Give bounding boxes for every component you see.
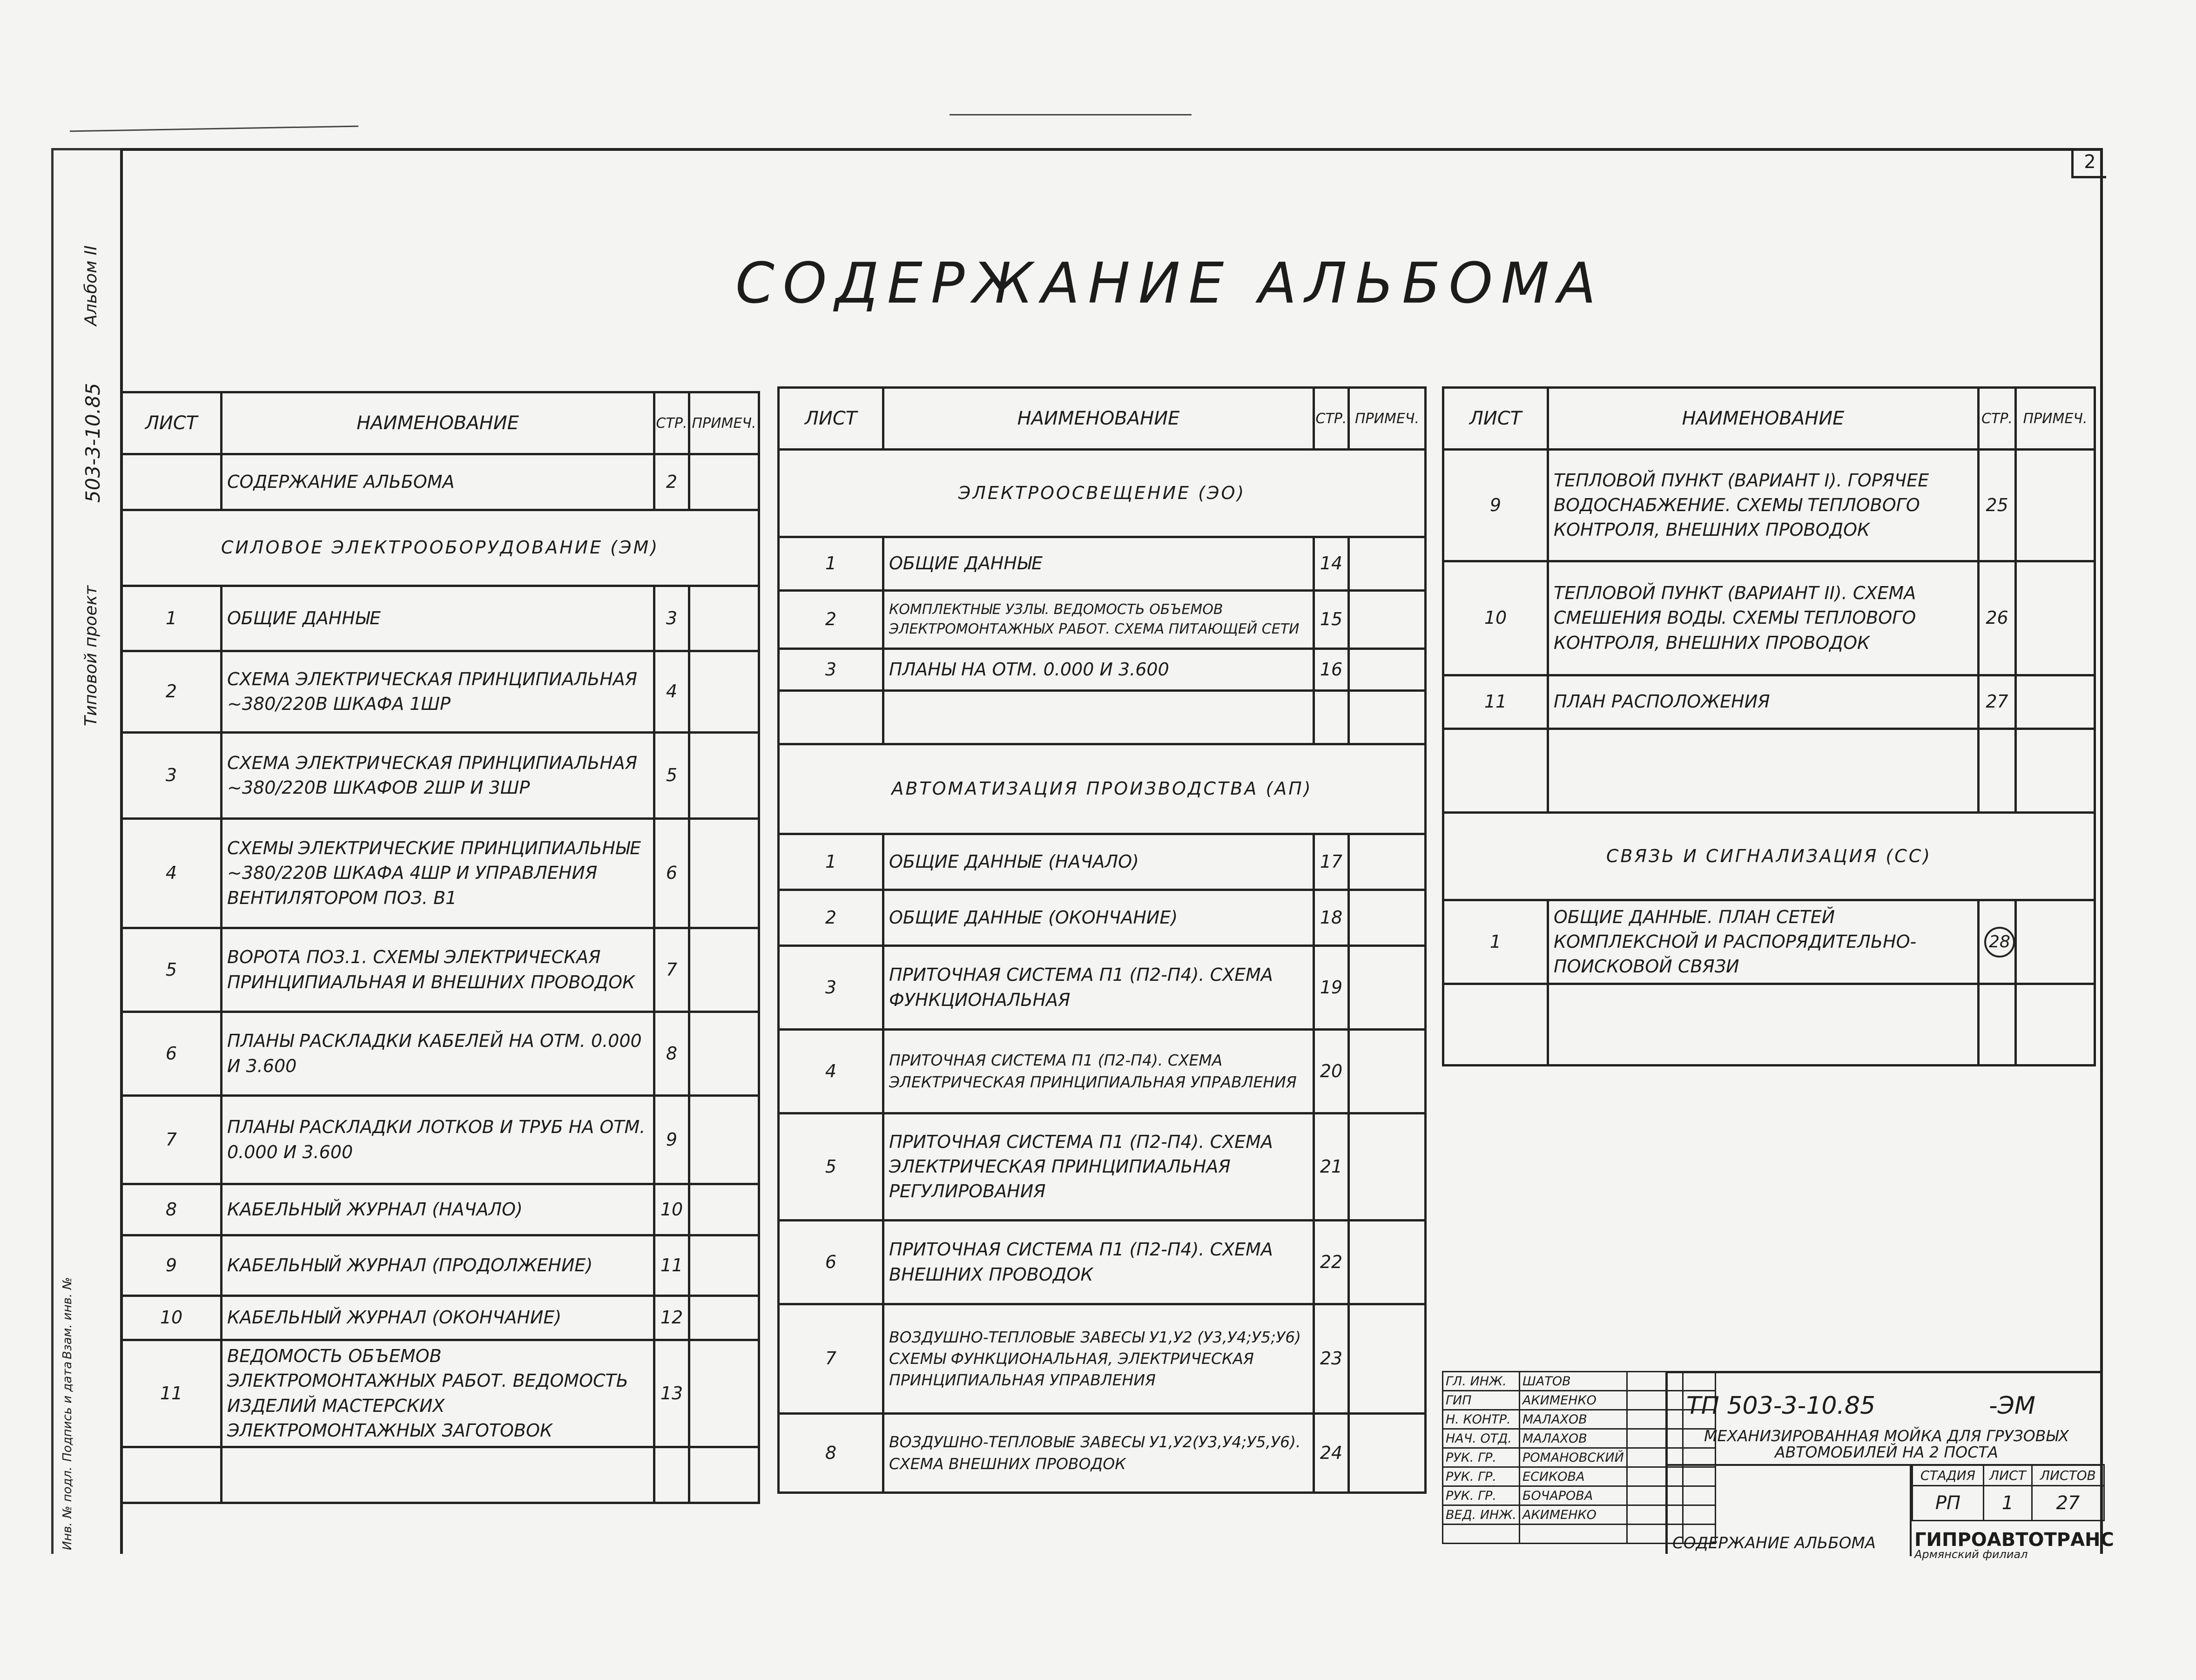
row-page: 27 (1979, 675, 2016, 729)
circled-page: 28 (1984, 927, 2015, 958)
table-row-empty (121, 1447, 759, 1503)
row-sheet: 3 (121, 733, 222, 819)
table-row (1443, 675, 2095, 729)
row-sheet: 7 (121, 1096, 222, 1184)
sheet-number: 2 (2071, 148, 2106, 178)
row-page: 26 (1979, 561, 2016, 675)
row-name: СОДЕРЖАНИЕ АЛЬБОМА (222, 454, 654, 510)
table-row (779, 537, 1426, 591)
table-row (121, 1096, 759, 1184)
header-name: НАИМЕНОВАНИЕ (883, 388, 1314, 450)
row-page: 8 (654, 1012, 689, 1096)
table-row (779, 890, 1426, 946)
row-sheet: 6 (779, 1221, 883, 1304)
row-sheet: 1 (779, 537, 883, 591)
page-title: СОДЕРЖАНИЕ АЛЬБОМА (735, 251, 1604, 316)
row-sheet: 2 (121, 651, 222, 733)
side-project-label: Типовой проект (81, 585, 101, 726)
row-sheet: 1 (779, 834, 883, 890)
organization-branch: Армянский филиал (1914, 1548, 2028, 1561)
table-row (779, 1221, 1426, 1304)
person-name: ЕСИКОВА (1520, 1467, 1627, 1486)
row-page: 9 (654, 1096, 689, 1184)
row-page: 7 (654, 928, 689, 1012)
table-row-empty (779, 691, 1426, 744)
side-album-label: Альбом II (81, 245, 101, 326)
row-name: ПЛАНЫ РАСКЛАДКИ ЛОТКОВ И ТРУБ НА ОТМ. 0.000 И 3.600 (222, 1096, 654, 1184)
row-page: 6 (654, 819, 689, 928)
row-page: 3 (654, 586, 689, 651)
row-sheet: 10 (121, 1296, 222, 1340)
row-page: 16 (1314, 649, 1349, 691)
row-name: КОМПЛЕКТНЫЕ УЗЛЫ. ВЕДОМОСТЬ ОБЪЕМОВ ЭЛЕКТРОМОНТАЖНЫХ РАБОТ. СХЕМА ПИТАЮЩЕЙ СЕТИ (883, 591, 1314, 649)
section-title: СВЯЗЬ И СИГНАЛИЗАЦИЯ (СС) (1443, 813, 2095, 900)
table-row (779, 1304, 1426, 1414)
row-name: ВЕДОМОСТЬ ОБЪЕМОВ ЭЛЕКТРОМОНТАЖНЫХ РАБОТ. ВЕДОМОСТЬ ИЗДЕЛИЙ МАСТЕРСКИХ ЭЛЕКТРОМОНТАЖНЫХ ЗАГОТОВОК (222, 1340, 654, 1447)
row-name: ОБЩИЕ ДАННЫЕ. ПЛАН СЕТЕЙ КОМПЛЕКСНОЙ И РАСПОРЯДИТЕЛЬНО-ПОИСКОВОЙ СВЯЗИ (1548, 900, 1979, 984)
row-sheet: 2 (779, 591, 883, 649)
row-name: КАБЕЛЬНЫЙ ЖУРНАЛ (ОКОНЧАНИЕ) (222, 1296, 654, 1340)
table-header (779, 388, 1426, 450)
person-name: АКИМЕНКО (1520, 1391, 1627, 1410)
row-sheet: 9 (121, 1235, 222, 1296)
row-name: СХЕМА ЭЛЕКТРИЧЕСКАЯ ПРИНЦИПИАЛЬНАЯ ~380/220В ШКАФОВ 2ШР И 3ШР (222, 733, 654, 819)
row-name: КАБЕЛЬНЫЙ ЖУРНАЛ (НАЧАЛО) (222, 1184, 654, 1235)
header-sheet: ЛИСТ (121, 392, 222, 454)
row-sheet: 8 (121, 1184, 222, 1235)
row-name: ВОРОТА ПОЗ.1. СХЕМЫ ЭЛЕКТРИЧЕСКАЯ ПРИНЦИПИАЛЬНАЯ И ВНЕШНИХ ПРОВОДОК (222, 928, 654, 1012)
table-row (121, 651, 759, 733)
section-title: ЭЛЕКТРООСВЕЩЕНИЕ (ЭО) (779, 450, 1426, 537)
row-page: 15 (1314, 591, 1349, 649)
row-page: 23 (1314, 1304, 1349, 1414)
contents-table-3 (1442, 386, 2096, 1066)
table-row (121, 586, 759, 651)
organization-name: ГИПРОАВТОТРАНС (1914, 1529, 2114, 1551)
row-sheet: 3 (779, 649, 883, 691)
title-block (1442, 1371, 2114, 1561)
header-name: НАИМЕНОВАНИЕ (1548, 388, 1979, 450)
row-page: 19 (1314, 946, 1349, 1030)
header-page: СТР. (654, 392, 689, 454)
row-sheet: 11 (121, 1340, 222, 1447)
row-page: 5 (654, 733, 689, 819)
row-sheet: 1 (121, 586, 222, 651)
project-description: МЕХАНИЗИРОВАННАЯ МОЙКА ДЛЯ ГРУЗОВЫХ АВТОМОБИЛЕЙ НА 2 ПОСТА (1704, 1427, 2069, 1461)
row-sheet: 4 (121, 819, 222, 928)
row-name: ТЕПЛОВОЙ ПУНКТ (ВАРИАНТ II). СХЕМА СМЕШЕНИЯ ВОДЫ. СХЕМЫ ТЕПЛОВОГО КОНТРОЛЯ, ВНЕШНИХ ПРОВОДОК (1548, 561, 1979, 675)
row-name: ОБЩИЕ ДАННЫЕ (НАЧАЛО) (883, 834, 1314, 890)
row-name: ОБЩИЕ ДАННЫЕ (ОКОНЧАНИЕ) (883, 890, 1314, 946)
inv-label: Инв. № подл. (61, 1466, 74, 1550)
row-sheet: 4 (779, 1030, 883, 1113)
table-row (779, 1113, 1426, 1221)
title-block-main (1665, 1371, 2114, 1561)
header-sheet: ЛИСТ (1443, 388, 1548, 450)
row-page: 2 (654, 454, 689, 510)
row-name: ПЛАНЫ НА ОТМ. 0.000 И 3.600 (883, 649, 1314, 691)
row-name: ВОЗДУШНО-ТЕПЛОВЫЕ ЗАВЕСЫ У1,У2 (У3,У4;У5;У6) СХЕМЫ ФУНКЦИОНАЛЬНАЯ, ЭЛЕКТРИЧЕСКАЯ ПРИНЦИПИАЛЬНАЯ УПРАВЛЕНИЯ (883, 1304, 1314, 1414)
header-page: СТР. (1314, 388, 1349, 450)
row-page: 25 (1979, 450, 2016, 561)
row-sheet: 5 (121, 928, 222, 1012)
section-row (779, 450, 1426, 537)
row-page: 12 (654, 1296, 689, 1340)
row-page: 17 (1314, 834, 1349, 890)
role: ВЕД. ИНЖ. (1443, 1505, 1520, 1525)
row-name: ПРИТОЧНАЯ СИСТЕМА П1 (П2-П4). СХЕМА ФУНКЦИОНАЛЬНАЯ (883, 946, 1314, 1030)
section-row (121, 510, 759, 586)
side-stamp (54, 205, 114, 763)
table-row (779, 946, 1426, 1030)
row-name: ОБЩИЕ ДАННЫЕ (883, 537, 1314, 591)
table-row (1443, 900, 2095, 984)
section-code: -ЭМ (1989, 1392, 2035, 1420)
row-sheet: 10 (1443, 561, 1548, 675)
table-row (121, 1235, 759, 1296)
row-name: СХЕМА ЭЛЕКТРИЧЕСКАЯ ПРИНЦИПИАЛЬНАЯ ~380/220В ШКАФА 1ШР (222, 651, 654, 733)
table-row (779, 1414, 1426, 1493)
role: РУК. ГР. (1443, 1486, 1520, 1505)
row-name: ПРИТОЧНАЯ СИСТЕМА П1 (П2-П4). СХЕМА ВНЕШНИХ ПРОВОДОК (883, 1221, 1314, 1304)
header-note: ПРИМЕЧ. (1349, 388, 1426, 450)
header-sheet: ЛИСТ (779, 388, 883, 450)
bottom-left-stamp (51, 1257, 120, 1555)
row-name: КАБЕЛЬНЫЙ ЖУРНАЛ (ПРОДОЛЖЕНИЕ) (222, 1235, 654, 1296)
role: РУК. ГР. (1443, 1467, 1520, 1486)
section-row (1443, 813, 2095, 900)
sheets-label: ЛИСТОВ (2032, 1465, 2104, 1486)
table-row (121, 733, 759, 819)
row-name: ПРИТОЧНАЯ СИСТЕМА П1 (П2-П4). СХЕМА ЭЛЕКТРИЧЕСКАЯ ПРИНЦИПИАЛЬНАЯ РЕГУЛИРОВАНИЯ (883, 1113, 1314, 1221)
table-row (121, 454, 759, 510)
person-name: МАЛАХОВ (1520, 1429, 1627, 1448)
header-note: ПРИМЕЧ. (689, 392, 759, 454)
row-sheet: 9 (1443, 450, 1548, 561)
row-page: 20 (1314, 1030, 1349, 1113)
row-page: 14 (1314, 537, 1349, 591)
person-name: БОЧАРОВА (1520, 1486, 1627, 1505)
row-page: 13 (654, 1340, 689, 1447)
table-row (121, 1012, 759, 1096)
row-name: ПРИТОЧНАЯ СИСТЕМА П1 (П2-П4). СХЕМА ЭЛЕКТРИЧЕСКАЯ ПРИНЦИПИАЛЬНАЯ УПРАВЛЕНИЯ (883, 1030, 1314, 1113)
section-title: СИЛОВОЕ ЭЛЕКТРООБОРУДОВАНИЕ (ЭМ) (121, 510, 759, 586)
row-name: ТЕПЛОВОЙ ПУНКТ (ВАРИАНТ I). ГОРЯЧЕЕ ВОДОСНАБЖЕНИЕ. СХЕМЫ ТЕПЛОВОГО КОНТРОЛЯ, ВНЕШНИХ ПРОВОДОК (1548, 450, 1979, 561)
table-row (1443, 450, 2095, 561)
row-name: ПЛАН РАСПОЛОЖЕНИЯ (1548, 675, 1979, 729)
project-code: ТП 503-3-10.85 (1686, 1392, 1876, 1420)
role: ГЛ. ИНЖ. (1443, 1372, 1520, 1391)
row-name: ОБЩИЕ ДАННЫЕ (222, 586, 654, 651)
scan-line-top-left (70, 126, 358, 132)
person-name: РОМАНОВСКИЙ (1520, 1448, 1627, 1467)
sheets-value: 27 (2032, 1486, 2104, 1521)
row-sheet: 5 (779, 1113, 883, 1221)
section-title: АВТОМАТИЗАЦИЯ ПРОИЗВОДСТВА (АП) (779, 744, 1426, 834)
person-name: АКИМЕНКО (1520, 1505, 1627, 1525)
section-row (779, 744, 1426, 834)
person-name: МАЛАХОВ (1520, 1410, 1627, 1429)
table-row (121, 928, 759, 1012)
row-page: 18 (1314, 890, 1349, 946)
table-row (779, 649, 1426, 691)
table-row-empty (1443, 729, 2095, 813)
table-row (779, 1030, 1426, 1113)
row-page: 24 (1314, 1414, 1349, 1493)
role: НАЧ. ОТД. (1443, 1429, 1520, 1448)
table-header (1443, 388, 2095, 450)
document-title: СОДЕРЖАНИЕ АЛЬБОМА (1672, 1534, 1876, 1552)
scan-line-top-mid (950, 114, 1192, 115)
header-note: ПРИМЕЧ. (2016, 388, 2095, 450)
row-sheet: 3 (779, 946, 883, 1030)
row-sheet: 8 (779, 1414, 883, 1493)
sign-date-label: Подпись и дата (61, 1361, 74, 1462)
sheet-value: 1 (1983, 1486, 2032, 1521)
person-name: ШАТОВ (1520, 1372, 1627, 1391)
side-code-label: 503-3-10.85 (81, 383, 104, 503)
row-sheet: 6 (121, 1012, 222, 1096)
role: РУК. ГР. (1443, 1448, 1520, 1467)
row-page: 11 (654, 1235, 689, 1296)
row-page: 22 (1314, 1221, 1349, 1304)
row-page: 4 (654, 651, 689, 733)
row-page: 21 (1314, 1113, 1349, 1221)
table-row (1443, 561, 2095, 675)
table-row (779, 591, 1426, 649)
stage-value: РП (1913, 1486, 1984, 1521)
header-name: НАИМЕНОВАНИЕ (222, 392, 654, 454)
row-sheet: 11 (1443, 675, 1548, 729)
header-page: СТР. (1979, 388, 2016, 450)
table-row (779, 834, 1426, 890)
table-row (121, 1296, 759, 1340)
contents-table-1 (120, 391, 760, 1504)
row-sheet: 7 (779, 1304, 883, 1414)
table-row (121, 819, 759, 928)
table-row-empty (1443, 984, 2095, 1066)
role: Н. КОНТР. (1443, 1410, 1520, 1429)
row-sheet: 2 (779, 890, 883, 946)
table-header (121, 392, 759, 454)
stage-label: СТАДИЯ (1913, 1465, 1984, 1486)
table-row (121, 1340, 759, 1447)
row-name: СХЕМЫ ЭЛЕКТРИЧЕСКИЕ ПРИНЦИПИАЛЬНЫЕ ~380/220В ШКАФА 4ШР И УПРАВЛЕНИЯ ВЕНТИЛЯТОРОМ ПОЗ. В1 (222, 819, 654, 928)
row-name: ВОЗДУШНО-ТЕПЛОВЫЕ ЗАВЕСЫ У1,У2(У3,У4;У5,У6). СХЕМА ВНЕШНИХ ПРОВОДОК (883, 1414, 1314, 1493)
sheet-label: ЛИСТ (1983, 1465, 2032, 1486)
row-sheet: 1 (1443, 900, 1548, 984)
table-row (121, 1184, 759, 1235)
row-page: 10 (654, 1184, 689, 1235)
row-name: ПЛАНЫ РАСКЛАДКИ КАБЕЛЕЙ НА ОТМ. 0.000 И 3.600 (222, 1012, 654, 1096)
contents-table-2 (777, 386, 1427, 1494)
replace-inv-label: Взам. инв. № (61, 1277, 74, 1359)
role: ГИП (1443, 1391, 1520, 1410)
